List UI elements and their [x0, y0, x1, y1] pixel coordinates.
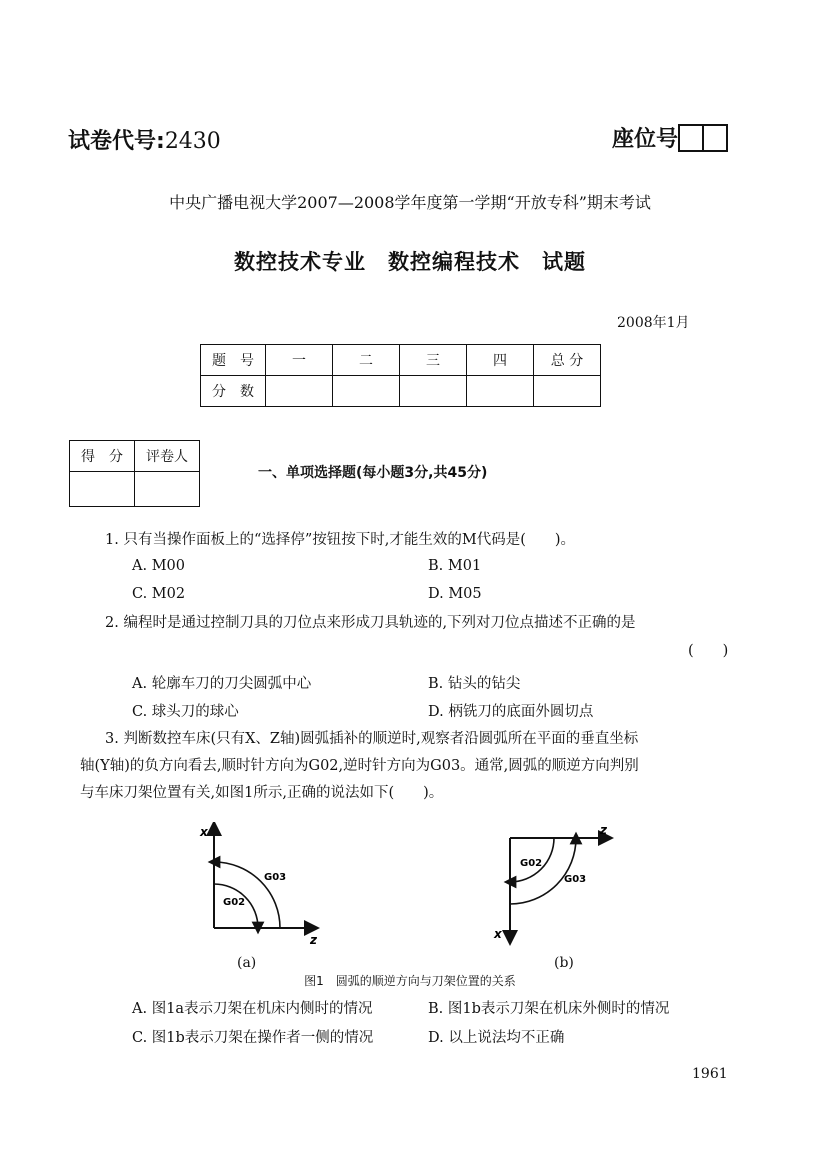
score-cell[interactable] [333, 376, 400, 407]
grader-score-cell[interactable] [70, 472, 135, 507]
fig-b-z-label: z [600, 823, 607, 837]
score-header-cell: 总 分 [534, 345, 601, 376]
score-table-value-row [201, 376, 601, 407]
question-1-option-d: D. M05 [428, 586, 482, 602]
section-heading: 一、单项选择题(每小题3分,共45分) [258, 465, 488, 481]
score-cell[interactable] [400, 376, 467, 407]
arc-g03 [510, 838, 576, 904]
paper-code-value: 2430 [164, 129, 221, 154]
score-table-header-row [201, 345, 601, 376]
grader-name-label: 评卷人 [135, 441, 200, 472]
page-number: 1961 [692, 1066, 728, 1082]
question-1-option-a: A. M00 [132, 558, 185, 574]
fig-a-g02-label: G02 [223, 897, 246, 908]
question-1-option-b: B. M01 [428, 558, 482, 574]
seat-number-label: 座位号 [612, 127, 679, 152]
fig-a-g03-label: G03 [264, 872, 287, 883]
question-2-option-c: C. 球头刀的球心 [132, 704, 239, 720]
fig-a-x-label: x [200, 825, 208, 839]
score-cell[interactable] [266, 376, 333, 407]
score-cell[interactable] [534, 376, 601, 407]
score-header-cell: 一 [266, 345, 333, 376]
question-3-option-c: C. 图1b表示刀架在操作者一侧的情况 [132, 1030, 374, 1046]
fig-a-z-label: z [310, 933, 317, 947]
question-3-line-3: 与车床刀架位置有关,如图1所示,正确的说法如下( )。 [80, 785, 444, 801]
question-3-line-1: 3. 判断数控车床(只有X、Z轴)圆弧插补的顺逆时,观察者沿圆弧所在平面的垂直坐标 [105, 731, 639, 747]
question-3-option-b: B. 图1b表示刀架在机床外侧时的情况 [428, 1001, 670, 1017]
score-cell[interactable] [467, 376, 534, 407]
grader-score-label: 得 分 [70, 441, 135, 472]
question-3-option-a: A. 图1a表示刀架在机床内侧时的情况 [132, 1001, 373, 1017]
question-3-line-2: 轴(Y轴)的负方向看去,顺时针方向为G02,逆时针方向为G03。通常,圆弧的顺逆方向判别 [80, 758, 639, 774]
seat-number [612, 122, 728, 153]
fig-b-g03-label: G03 [564, 874, 587, 885]
grader-table [69, 440, 200, 507]
score-header-cell: 三 [400, 345, 467, 376]
question-2-option-d: D. 柄铣刀的底面外圆切点 [428, 704, 594, 720]
grader-name-cell[interactable] [135, 472, 200, 507]
question-2-option-a: A. 轮廓车刀的刀尖圆弧中心 [132, 676, 312, 692]
question-1-stem: 1. 只有当操作面板上的“选择停”按钮按下时,才能生效的M代码是( )。 [105, 532, 576, 548]
score-header-cell: 题 号 [201, 345, 266, 376]
question-2-stem: 2. 编程时是通过控制刀具的刀位点来形成刀具轨迹的,下列对刀位点描述不正确的是 [105, 615, 636, 631]
question-2-option-b: B. 钻头的钻尖 [428, 676, 521, 692]
fig-b-g02-label: G02 [520, 858, 543, 869]
paper-code [68, 124, 221, 155]
figure-1b-label: (b) [554, 955, 574, 971]
figure-1a-label: (a) [237, 955, 257, 971]
score-row-label: 分 数 [201, 376, 266, 407]
question-1-option-c: C. M02 [132, 586, 186, 602]
paper-code-label: 试卷代号: [68, 129, 165, 154]
question-3-option-d: D. 以上说法均不正确 [428, 1030, 565, 1046]
score-header-cell: 四 [467, 345, 534, 376]
fig-b-x-label: x [494, 927, 502, 941]
seat-number-boxes [680, 124, 728, 152]
score-header-cell: 二 [333, 345, 400, 376]
figure-1a [196, 822, 326, 950]
figure-1b [488, 822, 618, 946]
question-2-answer-paren: ( ) [688, 643, 729, 659]
exam-subtitle: 中央广播电视大学2007—2008学年度第一学期“开放专科”期末考试 [169, 193, 651, 212]
figure-caption: 图1 圆弧的顺逆方向与刀架位置的关系 [304, 974, 516, 988]
exam-title: 数控技术专业 数控编程技术 试题 [234, 250, 586, 274]
score-table [200, 344, 601, 407]
exam-date: 2008年1月 [617, 315, 690, 331]
